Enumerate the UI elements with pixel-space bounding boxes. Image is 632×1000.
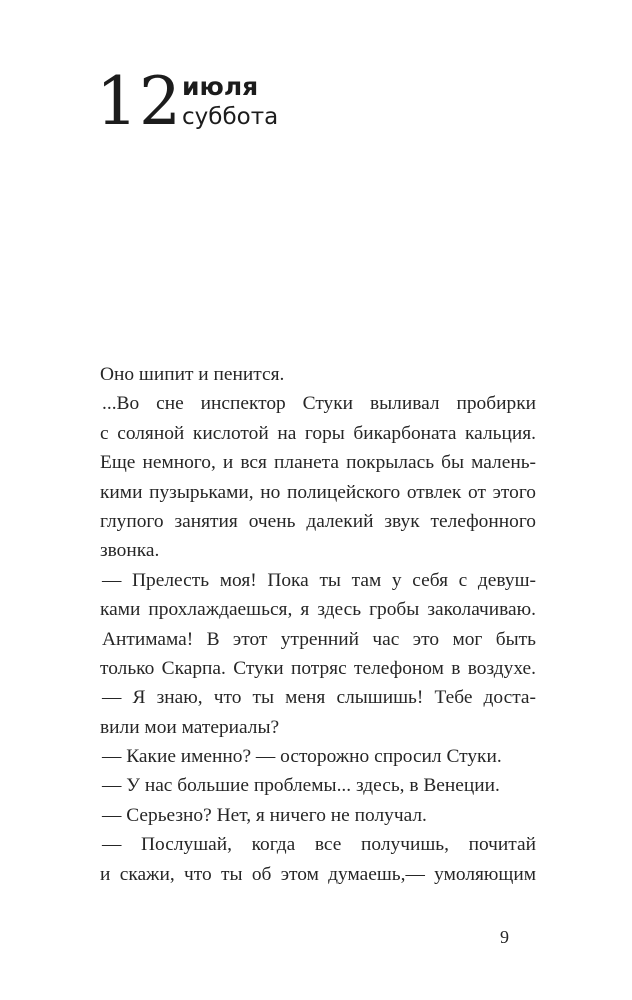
text-line: — Послушай, когда все получишь, почитай xyxy=(102,834,536,856)
text-line: глупого занятия очень далекий звук телефонного xyxy=(100,510,536,532)
text-line: Антимама! В этот утренний час это мог быть xyxy=(102,628,536,650)
text-line: Оно шипит и пенится. xyxy=(100,364,285,385)
text-line: ками прохлаждаешься, я здесь гробы заколачиваю. xyxy=(100,599,536,621)
text-line: — Я знаю, что ты меня слышишь! Тебе доста- xyxy=(102,687,536,709)
text-line: — У нас большие проблемы... здесь, в Венеции. xyxy=(102,775,500,797)
text-line: ...Во сне инспектор Стуки выливал пробирки xyxy=(102,393,536,415)
text-line: с соляной кислотой на горы бикарбоната кальция. xyxy=(100,422,536,444)
text-line: и скажи, что ты об этом думаешь,— умоляющим xyxy=(100,863,536,885)
text-line: кими пузырьками, но полицейского отвлек от этого xyxy=(100,481,536,503)
text-line: только Скарпа. Стуки потряс телефоном в воздухе. xyxy=(100,657,536,679)
month-name: июля xyxy=(182,72,259,101)
text-line: Еще немного, и вся планета покрылась бы малень- xyxy=(100,452,536,474)
page-number: 9 xyxy=(500,927,509,947)
text-line: звонка. xyxy=(100,540,160,562)
text-line: — Прелесть моя! Пока ты там у себя с девуш- xyxy=(102,569,536,591)
day-number: 12 xyxy=(96,63,182,140)
weekday-name: суббота xyxy=(182,104,279,130)
text-line: вили мои материалы? xyxy=(100,716,280,738)
body-text xyxy=(100,360,536,889)
text-line: — Какие именно? — осторожно спросил Стуки. xyxy=(102,746,502,768)
text-line: — Серьезно? Нет, я ничего не получал. xyxy=(102,804,427,826)
